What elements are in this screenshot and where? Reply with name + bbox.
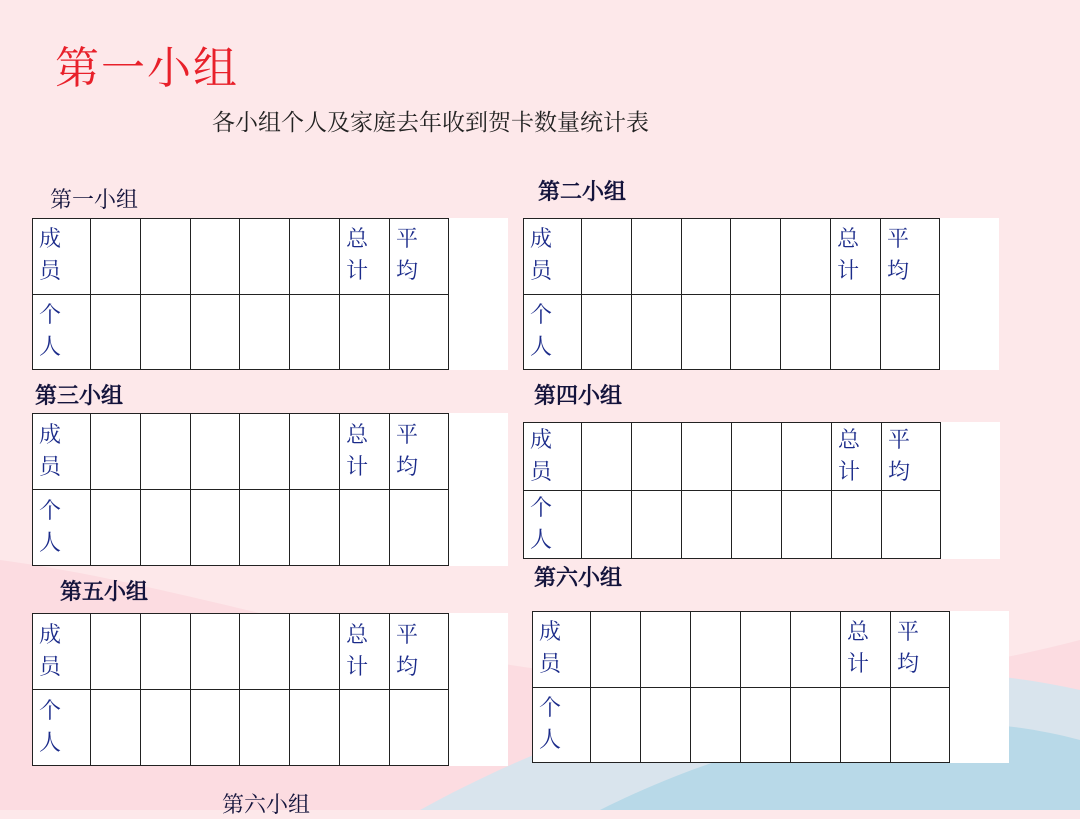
individual-value-cell[interactable] [240, 490, 290, 566]
bottom-group-label: 第六小组 [222, 793, 311, 818]
individual-row [533, 687, 1009, 763]
individual-value-cell[interactable] [641, 687, 691, 763]
member-header-cell [33, 219, 91, 295]
individual-value-cell[interactable] [632, 491, 682, 559]
individual-value-cell[interactable] [340, 690, 390, 766]
member-row [33, 614, 508, 690]
individual-value-cell[interactable] [691, 687, 741, 763]
member-header: 成 员 [39, 227, 62, 285]
individual-value-cell[interactable] [91, 294, 141, 370]
individual-header: 个 人 [530, 495, 553, 553]
individual-value-cell[interactable] [190, 294, 240, 370]
member-name-cell[interactable] [582, 219, 632, 295]
member-row [533, 612, 1009, 688]
member-name-cell[interactable] [190, 219, 240, 295]
member-name-cell[interactable] [240, 414, 290, 490]
average-header: 平 均 [888, 427, 911, 485]
member-name-cell[interactable] [240, 614, 290, 690]
individual-value-cell[interactable] [140, 490, 190, 566]
group-table-6 [532, 611, 1009, 763]
group-label-6: 第六小组 [534, 566, 623, 591]
total-header: 总 计 [847, 620, 870, 678]
individual-value-cell[interactable] [841, 687, 891, 763]
average-header-cell [390, 414, 449, 490]
group-table-1 [32, 218, 508, 370]
individual-value-cell[interactable] [290, 294, 340, 370]
individual-value-cell[interactable] [731, 294, 781, 370]
member-row [524, 219, 999, 295]
individual-header-cell [33, 690, 91, 766]
total-header-cell [340, 414, 390, 490]
individual-value-cell[interactable] [591, 687, 641, 763]
individual-value-cell[interactable] [390, 690, 449, 766]
total-header-cell [340, 219, 390, 295]
individual-header-cell [33, 294, 91, 370]
group-label-4: 第四小组 [534, 384, 623, 409]
individual-row [33, 490, 508, 566]
group-table-4 [523, 422, 1000, 559]
average-header-cell [891, 612, 950, 688]
total-header-cell [832, 423, 882, 491]
individual-header-cell [524, 294, 582, 370]
member-header-cell [33, 614, 91, 690]
average-header-cell [881, 219, 940, 295]
member-name-cell[interactable] [91, 614, 141, 690]
individual-header-cell [33, 490, 91, 566]
individual-row [524, 491, 1000, 559]
average-header: 平 均 [887, 227, 910, 285]
individual-row [524, 294, 999, 370]
individual-value-cell[interactable] [140, 690, 190, 766]
group-table-3 [32, 413, 508, 566]
individual-value-cell[interactable] [91, 690, 141, 766]
individual-value-cell[interactable] [390, 294, 449, 370]
group-table-2 [523, 218, 999, 370]
member-name-cell[interactable] [632, 423, 682, 491]
group-label-5: 第五小组 [60, 580, 149, 605]
total-header: 总 计 [837, 227, 860, 285]
individual-value-cell[interactable] [881, 294, 940, 370]
member-header: 成 员 [39, 622, 62, 680]
individual-value-cell[interactable] [782, 491, 832, 559]
member-name-cell[interactable] [782, 423, 832, 491]
member-row [33, 414, 508, 490]
total-header: 总 计 [346, 422, 369, 480]
member-name-cell[interactable] [290, 614, 340, 690]
total-header: 总 计 [838, 427, 861, 485]
member-header-cell [533, 612, 591, 688]
individual-value-cell[interactable] [190, 490, 240, 566]
member-name-cell[interactable] [731, 219, 781, 295]
individual-value-cell[interactable] [732, 491, 782, 559]
individual-value-cell[interactable] [781, 294, 831, 370]
individual-header-cell [533, 687, 591, 763]
member-name-cell[interactable] [140, 414, 190, 490]
member-name-cell[interactable] [582, 423, 632, 491]
page-subtitle: 各小组个人及家庭去年收到贺卡数量统计表 [212, 110, 649, 136]
average-header: 平 均 [396, 622, 419, 680]
individual-value-cell[interactable] [631, 294, 681, 370]
member-name-cell[interactable] [741, 612, 791, 688]
individual-value-cell[interactable] [290, 690, 340, 766]
individual-value-cell[interactable] [91, 490, 141, 566]
member-header-cell [524, 219, 582, 295]
member-header: 成 员 [530, 227, 553, 285]
group-label-3: 第三小组 [35, 384, 124, 409]
member-name-cell[interactable] [591, 612, 641, 688]
group-label-1: 第一小组 [50, 188, 139, 213]
group-label-2: 第二小组 [538, 180, 627, 205]
individual-header-cell [524, 491, 582, 559]
average-header: 平 均 [897, 620, 920, 678]
individual-value-cell[interactable] [681, 294, 731, 370]
member-name-cell[interactable] [791, 612, 841, 688]
average-header: 平 均 [396, 227, 419, 285]
individual-value-cell[interactable] [682, 491, 732, 559]
member-name-cell[interactable] [781, 219, 831, 295]
member-name-cell[interactable] [681, 219, 731, 295]
individual-value-cell[interactable] [390, 490, 449, 566]
total-header-cell [831, 219, 881, 295]
individual-value-cell[interactable] [582, 294, 632, 370]
member-header: 成 员 [39, 422, 62, 480]
member-name-cell[interactable] [91, 219, 141, 295]
member-row [33, 219, 508, 295]
member-header-cell [524, 423, 582, 491]
individual-value-cell[interactable] [140, 294, 190, 370]
member-name-cell[interactable] [290, 219, 340, 295]
average-header: 平 均 [396, 422, 419, 480]
member-name-cell[interactable] [290, 414, 340, 490]
individual-row [33, 294, 508, 370]
individual-value-cell[interactable] [340, 490, 390, 566]
individual-value-cell[interactable] [240, 294, 290, 370]
individual-header: 个 人 [530, 302, 553, 360]
member-name-cell[interactable] [140, 219, 190, 295]
individual-row [33, 690, 508, 766]
member-name-cell[interactable] [190, 614, 240, 690]
member-header: 成 员 [530, 427, 553, 485]
individual-header: 个 人 [39, 498, 62, 556]
member-name-cell[interactable] [240, 219, 290, 295]
member-header-cell [33, 414, 91, 490]
total-header-cell [340, 614, 390, 690]
individual-value-cell[interactable] [340, 294, 390, 370]
member-name-cell[interactable] [682, 423, 732, 491]
individual-value-cell[interactable] [741, 687, 791, 763]
individual-value-cell[interactable] [240, 690, 290, 766]
individual-value-cell[interactable] [290, 490, 340, 566]
individual-value-cell[interactable] [891, 687, 950, 763]
member-header: 成 员 [539, 620, 562, 678]
member-name-cell[interactable] [641, 612, 691, 688]
member-name-cell[interactable] [732, 423, 782, 491]
individual-header: 个 人 [539, 695, 562, 753]
total-header: 总 计 [346, 227, 369, 285]
individual-value-cell[interactable] [582, 491, 632, 559]
individual-value-cell[interactable] [882, 491, 941, 559]
individual-value-cell[interactable] [831, 294, 881, 370]
member-row [524, 423, 1000, 491]
individual-value-cell[interactable] [791, 687, 841, 763]
individual-value-cell[interactable] [832, 491, 882, 559]
total-header-cell [841, 612, 891, 688]
member-name-cell[interactable] [91, 414, 141, 490]
member-name-cell[interactable] [140, 614, 190, 690]
average-header-cell [882, 423, 941, 491]
individual-header: 个 人 [39, 698, 62, 756]
total-header: 总 计 [346, 622, 369, 680]
member-name-cell[interactable] [691, 612, 741, 688]
page-title: 第一小组 [55, 43, 239, 94]
member-name-cell[interactable] [631, 219, 681, 295]
average-header-cell [390, 614, 449, 690]
average-header-cell [390, 219, 449, 295]
individual-header: 个 人 [39, 302, 62, 360]
individual-value-cell[interactable] [190, 690, 240, 766]
member-name-cell[interactable] [190, 414, 240, 490]
group-table-5 [32, 613, 508, 766]
